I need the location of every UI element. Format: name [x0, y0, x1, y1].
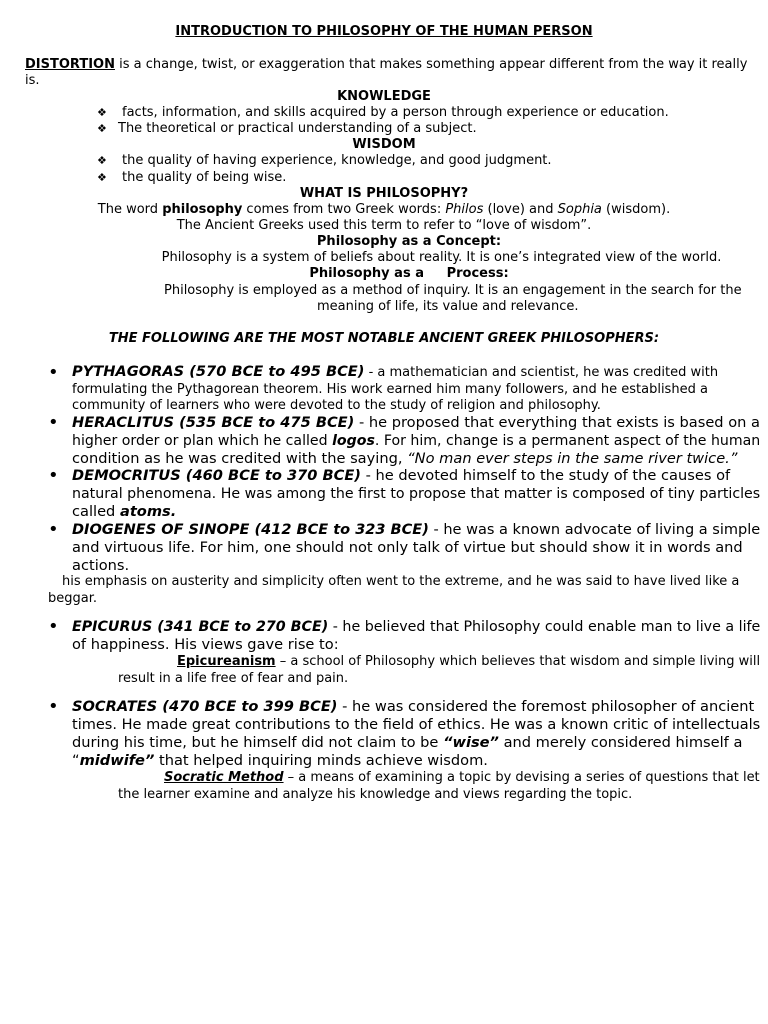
wisdom-heading: WISDOM	[352, 137, 416, 152]
etymology-text: (love) and	[483, 202, 558, 217]
bullet-icon: •	[48, 412, 59, 433]
love-of-wisdom-line: The Ancient Greeks used this term to refer to “love of wisdom”.	[176, 218, 592, 233]
philosopher-name: DEMOCRITUS (460 BCE to 370 BCE)	[72, 467, 361, 484]
bullet-icon: •	[48, 519, 59, 540]
philosopher-text: actions.	[72, 557, 130, 574]
wise-term: “wise”	[443, 734, 499, 751]
heraclitus-line	[72, 450, 737, 468]
diogenes-note-cont: beggar.	[48, 591, 98, 606]
what-is-philosophy-heading: WHAT IS PHILOSOPHY?	[299, 186, 469, 201]
socrates-line	[72, 752, 488, 770]
diogenes-note: his emphasis on austerity and simplicity often went to the extreme, and he was said to have lived like a	[62, 574, 740, 589]
philosopher-text: during his time, but he himself did not claim to be	[72, 734, 444, 751]
epicureanism-definition	[177, 654, 760, 670]
philosopher-text: - he was a known advocate of living a simple	[428, 521, 761, 538]
bullet-icon: •	[48, 362, 59, 383]
philosopher-text: formulating the Pythagorean theorem. His work earned him many followers, and he established a	[72, 382, 708, 397]
philosopher-text: condition as he was credited with the saying,	[72, 450, 408, 467]
knowledge-heading: KNOWLEDGE	[337, 89, 431, 104]
socratic-method-term: Socratic Method	[164, 770, 284, 785]
etymology-greek-word: Philos	[445, 202, 484, 217]
philosopher-text: - a mathematician and scientist, he was credited with	[364, 365, 719, 380]
heraclitus-entry	[72, 414, 760, 432]
etymology-greek-word: Sophia	[557, 202, 602, 217]
philosopher-text: called	[72, 503, 120, 520]
definition-text: – a means of examining a topic by devising a series of questions that let	[283, 770, 760, 785]
philosopher-text: that helped inquiring minds achieve wisdom.	[154, 752, 488, 769]
pythagoras-entry	[72, 364, 718, 381]
knowledge-item: The theoretical or practical understanding of a subject.	[118, 121, 477, 136]
definition-text: result in a life free of fear and pain.	[118, 671, 349, 686]
philosopher-text: - he believed that Philosophy could enable man to live a life	[328, 618, 761, 635]
diamond-bullet-icon: ❖	[97, 122, 107, 135]
heraclitus-line	[72, 432, 760, 450]
definition-text: – a school of Philosophy which believes that wisdom and simple living will	[275, 654, 761, 669]
logos-term: logos	[332, 432, 375, 449]
socratic-method-definition	[164, 770, 760, 786]
democritus-line	[72, 503, 176, 521]
epicurus-entry	[72, 618, 760, 636]
wisdom-item: the quality of being wise.	[122, 170, 287, 185]
etymology-text: comes from two Greek words:	[242, 202, 446, 217]
philosopher-text: of happiness. His views gave rise to:	[72, 636, 339, 653]
epicureanism-term: Epicureanism	[177, 654, 276, 669]
philosopher-name: EPICURUS (341 BCE to 270 BCE)	[72, 618, 329, 635]
midwife-term: midwife”	[79, 752, 155, 769]
concept-text: Philosophy is a system of beliefs about reality. It is one’s integrated view of the world.	[161, 250, 722, 265]
process-heading: Philosophy as a Process:	[309, 266, 509, 281]
distortion-text-cont: is.	[25, 73, 40, 88]
philosopher-text: “	[72, 752, 80, 769]
philosopher-text: . For him, change is a permanent aspect of the human	[374, 432, 761, 449]
philosopher-text: natural phenomena. He was among the first to propose that matter is composed of tiny particles	[72, 485, 761, 502]
process-text-cont: meaning of life, its value and relevance.	[317, 299, 579, 314]
bullet-icon: •	[48, 696, 59, 717]
bullet-icon: •	[48, 465, 59, 486]
diogenes-entry	[72, 521, 760, 539]
notable-philosophers-heading: THE FOLLOWING ARE THE MOST NOTABLE ANCIENT GREEK PHILOSOPHERS:	[108, 331, 660, 346]
etymology-text: (wisdom).	[601, 202, 671, 217]
philosopher-name: HERACLITUS (535 BCE to 475 BCE)	[72, 414, 355, 431]
diamond-bullet-icon: ❖	[97, 106, 107, 119]
philosopher-text: - he proposed that everything that exists is based on a	[354, 414, 760, 431]
philosopher-name: DIOGENES OF SINOPE (412 BCE to 323 BCE)	[72, 521, 429, 538]
etymology-term: philosophy	[162, 202, 243, 217]
philosopher-text: community of learners who were devoted to the study of religion and philosophy.	[72, 398, 601, 413]
democritus-entry	[72, 467, 730, 485]
philosopher-text: and merely considered himself a	[498, 734, 743, 751]
philosopher-text: and virtuous life. For him, one should not only talk of virtue but should show it in words and	[72, 539, 743, 556]
bullet-icon: •	[48, 616, 59, 637]
philosopher-text: higher order or plan which he called	[72, 432, 333, 449]
distortion-term: DISTORTION	[25, 57, 115, 72]
concept-heading: Philosophy as a Concept:	[316, 234, 502, 249]
philosopher-text: times. He made great contributions to the field of ethics. He was a known critic of intellectuals	[72, 716, 761, 733]
diamond-bullet-icon: ❖	[97, 154, 107, 167]
socrates-line	[72, 734, 742, 752]
document-title: INTRODUCTION TO PHILOSOPHY OF THE HUMAN PERSON	[175, 24, 593, 39]
socrates-entry	[72, 698, 754, 716]
atoms-term: atoms.	[119, 503, 177, 520]
knowledge-item: facts, information, and skills acquired by a person through experience or education.	[122, 105, 669, 120]
philosopher-name: SOCRATES (470 BCE to 399 BCE)	[72, 698, 338, 715]
philosophy-etymology	[0, 202, 768, 218]
philosopher-text: - he devoted himself to the study of the causes of	[360, 467, 731, 484]
definition-text: the learner examine and analyze his knowledge and views regarding the topic.	[118, 787, 633, 802]
etymology-text: The word	[97, 202, 163, 217]
philosopher-name: PYTHAGORAS (570 BCE to 495 BCE)	[72, 363, 365, 380]
diamond-bullet-icon: ❖	[97, 171, 107, 184]
wisdom-item: the quality of having experience, knowledge, and good judgment.	[122, 153, 552, 168]
process-text: Philosophy is employed as a method of inquiry. It is an engagement in the search for the	[164, 283, 742, 298]
heraclitus-quote: “No man ever steps in the same river twice.”	[407, 450, 738, 467]
philosopher-text: - he was considered the foremost philosopher of ancient	[337, 698, 755, 715]
distortion-text: is a change, twist, or exaggeration that makes something appear different from the way it really	[114, 57, 748, 72]
distortion-definition	[25, 57, 747, 73]
